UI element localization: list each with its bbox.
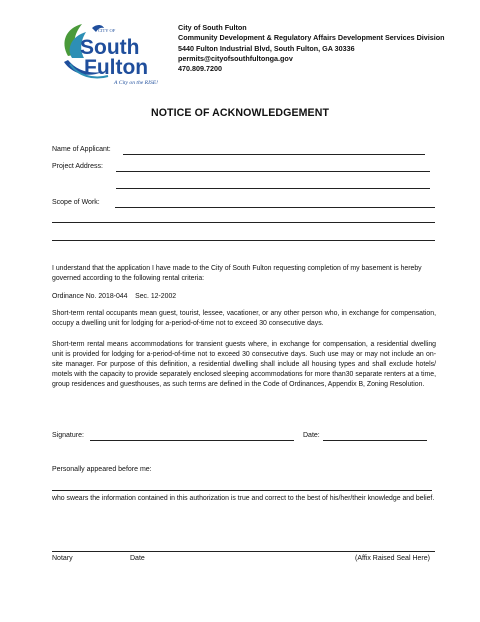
short-term-occupants-paragraph: [52, 309, 436, 329]
org-division: Community Development & Regulatory Affairs Development Services Division: [178, 33, 445, 43]
project-address-field-2[interactable]: [116, 188, 430, 189]
signature-label: Signature:: [52, 432, 84, 439]
short-term-occupants-text: Short-term rental occupants mean guest, tourist, lessee, vacationer, or any other person who, in exchange for compensation, occupy a dwelling unit for lodging for a-period-of-time not to exceed 30 consecutive days.: [52, 310, 436, 327]
scope-of-work-field[interactable]: [115, 207, 435, 208]
org-contact-block: [178, 23, 445, 74]
scope-of-work-label: Scope of Work:: [52, 199, 100, 206]
appeared-before-field[interactable]: [52, 490, 432, 491]
scope-of-work-field-3[interactable]: [52, 240, 435, 241]
intro-text: I understand that the application I have made to the City of South Fulton requesting completion of my basement is hereby governed according to the following rental criteria:: [52, 265, 422, 282]
intro-paragraph: [52, 264, 436, 284]
applicant-name-field[interactable]: [123, 154, 425, 155]
date-field[interactable]: [323, 440, 427, 441]
logo-south-text: South: [80, 36, 140, 59]
logo-tagline-text: A City on the RISE!: [114, 80, 159, 86]
notary-date-label: Date: [130, 555, 145, 562]
project-address-label: Project Address:: [52, 163, 103, 170]
south-fulton-logo-graphic: [58, 18, 178, 86]
org-address: 5440 Fulton Industrial Blvd, South Fulton, GA 30336: [178, 43, 355, 53]
date-label: Date:: [303, 432, 320, 439]
notary-label: Notary: [52, 555, 73, 562]
appeared-before-label: Personally appeared before me:: [52, 466, 152, 473]
applicant-label: Name of Applicant:: [52, 146, 111, 153]
page-title: NOTICE OF ACKNOWLEDGEMENT: [150, 107, 330, 119]
logo-city-of-text: CITY OF: [98, 28, 116, 33]
org-name: City of South Fulton: [178, 23, 247, 32]
swears-text: who swears the information contained in this authorization is true and correct to the best of his/her/their knowledge and belief.: [52, 495, 435, 502]
short-term-rental-paragraph: [52, 340, 436, 390]
logo-fulton-text: Fulton: [84, 56, 149, 79]
short-term-rental-text: Short-term rental means accommodations for transient guests where, in exchange for compensation, a residential dwelling unit is provided for lodging for a-period-of-time not to exceed 30 consecutive days. Such use may or may not include an on-site manager. For purpose of this definition, a residential dwelling shall include all housing types and shall exclude hotels/ motels with the capacity to provide separately enclosed sleeping accommodations for more than30 separate renters at a time, group residences and guesthouses, as such terms are defined in the Code of Ordinances, Appendix B, Zoning Resolution.: [52, 341, 436, 388]
notary-signature-field[interactable]: [52, 551, 435, 552]
signature-field[interactable]: [90, 440, 294, 441]
scope-of-work-field-2[interactable]: [52, 222, 435, 223]
city-logo: [58, 18, 178, 86]
ordinance-line: Ordinance No. 2018-044 Sec. 12-2002: [52, 293, 177, 300]
org-email[interactable]: permits@cityofsouthfultonga.gov: [178, 53, 293, 63]
affix-seal-label: (Affix Raised Seal Here): [355, 555, 430, 562]
org-phone: 470.809.7200: [178, 64, 222, 74]
project-address-field[interactable]: [116, 171, 430, 172]
swears-paragraph: [52, 494, 436, 504]
